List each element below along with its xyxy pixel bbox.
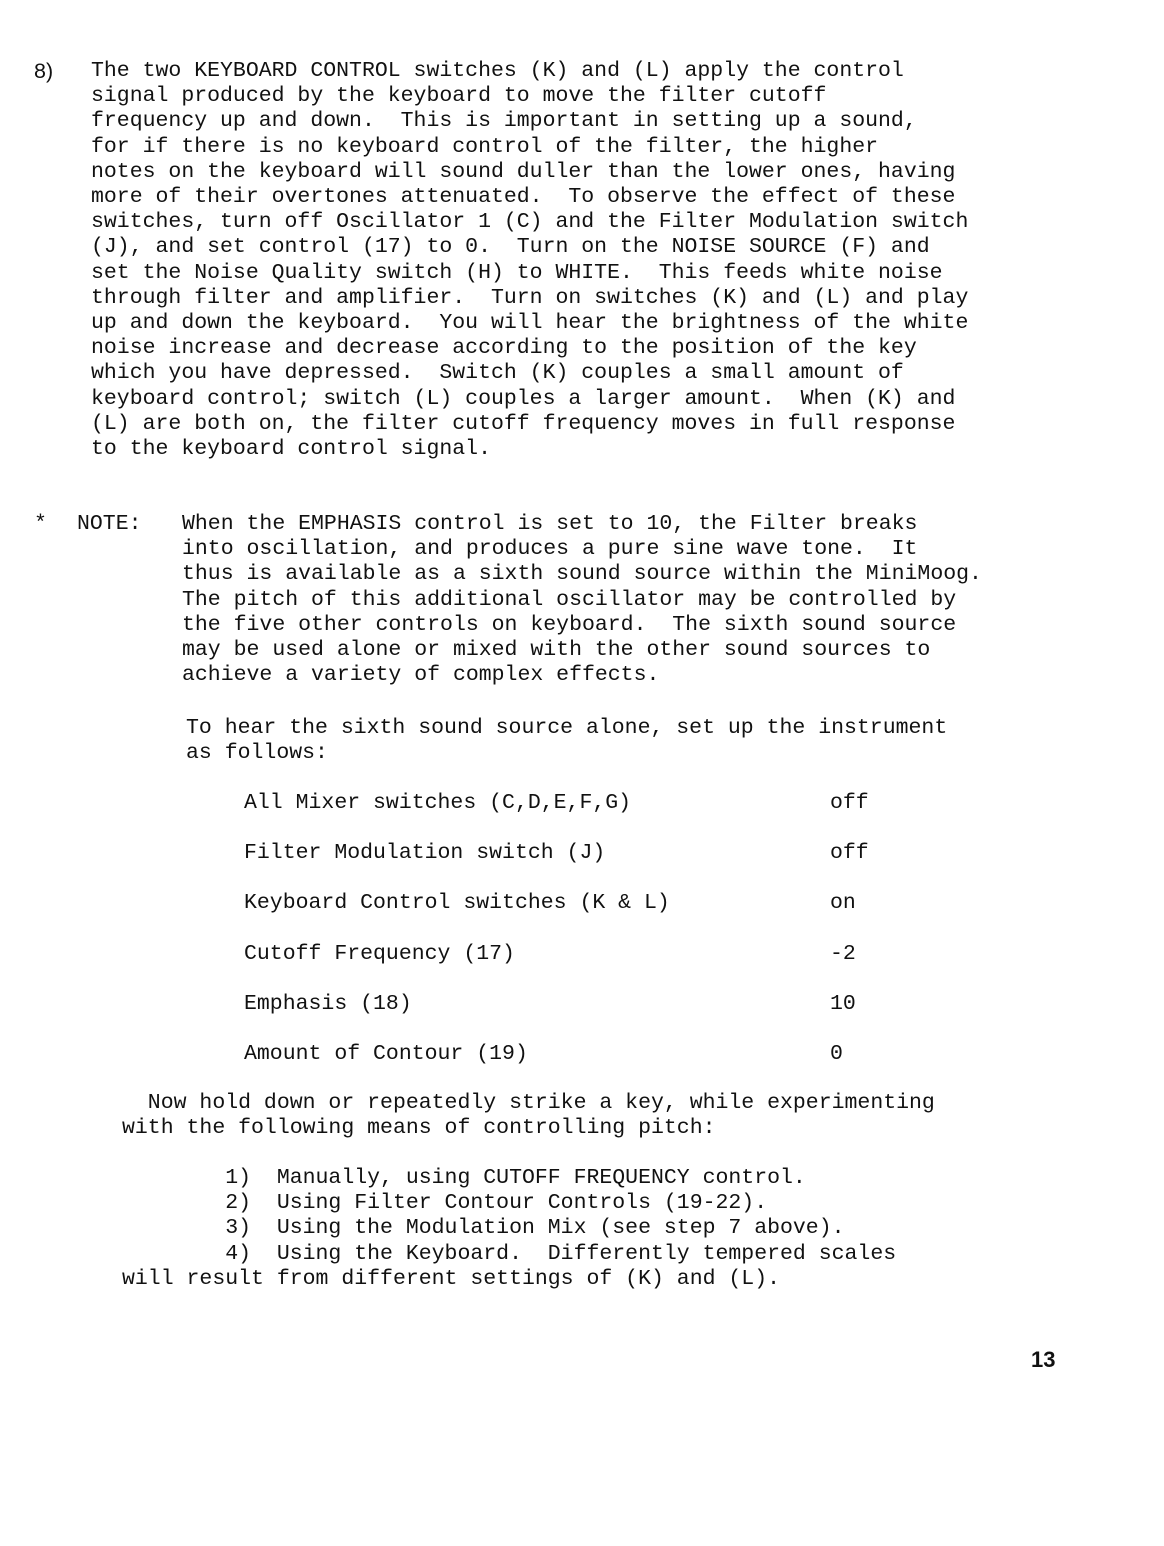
paragraph-line: notes on the keyboard will sound duller than the lower ones, having — [91, 159, 956, 184]
paragraph-line: which you have depressed. Switch (K) couples a small amount of — [91, 361, 904, 386]
paragraph-line: noise increase and decrease according to the position of the key — [91, 336, 917, 361]
paragraph-line: (J), and set control (17) to 0. Turn on the NOISE SOURCE (F) and — [91, 235, 930, 260]
settings-row — [244, 992, 944, 1042]
setting-label: Keyboard Control switches (K & L) — [244, 891, 670, 916]
method-item: will result from different settings of (K) and (L). — [122, 1266, 781, 1291]
paragraph-line: more of their overtones attenuated. To observe the effect of these — [91, 185, 956, 210]
settings-row — [244, 942, 944, 992]
method-item: 1) Manually, using CUTOFF FREQUENCY control. — [122, 1166, 806, 1190]
method-item: 4) Using the Keyboard. Differently tempered scales — [122, 1241, 897, 1266]
note-label: NOTE: — [77, 512, 142, 536]
note-line: the five other controls on keyboard. The sixth sound source — [182, 612, 957, 637]
paragraph-line: switches, turn off Oscillator 1 (C) and the Filter Modulation switch — [91, 210, 969, 235]
note-paragraph — [182, 512, 982, 688]
setup-intro — [186, 716, 947, 766]
settings-row — [244, 1042, 944, 1092]
setup-intro-line: To hear the sixth sound source alone, set up the instrument — [186, 716, 948, 740]
setting-value: on — [830, 891, 856, 916]
note-line: The pitch of this additional oscillator may be controlled by — [182, 587, 957, 612]
step-number: 8) — [34, 59, 54, 83]
note-line: achieve a variety of complex effects. — [182, 663, 660, 688]
settings-row — [244, 791, 944, 841]
setting-value: off — [830, 841, 869, 866]
method-item: 3) Using the Modulation Mix (see step 7 above). — [122, 1216, 845, 1241]
paragraph-line: keyboard control; switch (L) couples a larger amount. When (K) and — [91, 386, 956, 411]
method-item: 2) Using Filter Contour Controls (19-22). — [122, 1191, 768, 1216]
setting-label: All Mixer switches (C,D,E,F,G) — [244, 791, 632, 815]
pitch-instructions — [122, 1091, 935, 1141]
note-line: into oscillation, and produces a pure sine wave tone. It — [182, 537, 918, 562]
setting-value: off — [830, 791, 869, 815]
pitch-method-list — [122, 1166, 896, 1292]
setup-intro-line: as follows: — [186, 741, 328, 766]
note-line: may be used alone or mixed with the other sound sources to — [182, 638, 931, 663]
paragraph-line: through filter and amplifier. Turn on switches (K) and (L) and play — [91, 285, 969, 310]
settings-row — [244, 891, 944, 941]
setting-label: Filter Modulation switch (J) — [244, 841, 606, 866]
instruction-line: Now hold down or repeatedly strike a key, while experimenting — [122, 1091, 935, 1115]
setting-label: Amount of Contour (19) — [244, 1041, 528, 1066]
paragraph-line: up and down the keyboard. You will hear the brightness of the white — [91, 311, 969, 336]
note-line: When the EMPHASIS control is set to 10, the Filter breaks — [182, 512, 918, 536]
note-line: thus is available as a sixth sound source within the MiniMoog. — [182, 562, 982, 587]
paragraph-line: frequency up and down. This is important in setting up a sound, — [91, 109, 917, 134]
paragraph-line: for if there is no keyboard control of the filter, the higher — [91, 134, 879, 159]
setting-value: 10 — [830, 991, 856, 1016]
settings-table — [244, 791, 944, 1092]
note-asterisk: * — [34, 512, 47, 536]
paragraph-line: signal produced by the keyboard to move the filter cutoff — [91, 84, 827, 109]
step-8-paragraph — [91, 59, 968, 462]
setting-label: Emphasis (18) — [244, 991, 412, 1016]
paragraph-line: set the Noise Quality switch (H) to WHITE. This feeds white noise — [91, 260, 943, 285]
paragraph-line: The two KEYBOARD CONTROL switches (K) and (L) apply the control — [91, 59, 904, 83]
settings-row — [244, 841, 944, 891]
instruction-line: with the following means of controlling pitch: — [122, 1116, 716, 1141]
paragraph-line: (L) are both on, the filter cutoff frequency moves in full response — [91, 411, 956, 436]
setting-value: 0 — [830, 1041, 843, 1066]
page-number: 13 — [1031, 1347, 1056, 1372]
setting-label: Cutoff Frequency (17) — [244, 941, 515, 966]
paragraph-line: to the keyboard control signal. — [91, 437, 491, 462]
setting-value: -2 — [830, 941, 856, 966]
